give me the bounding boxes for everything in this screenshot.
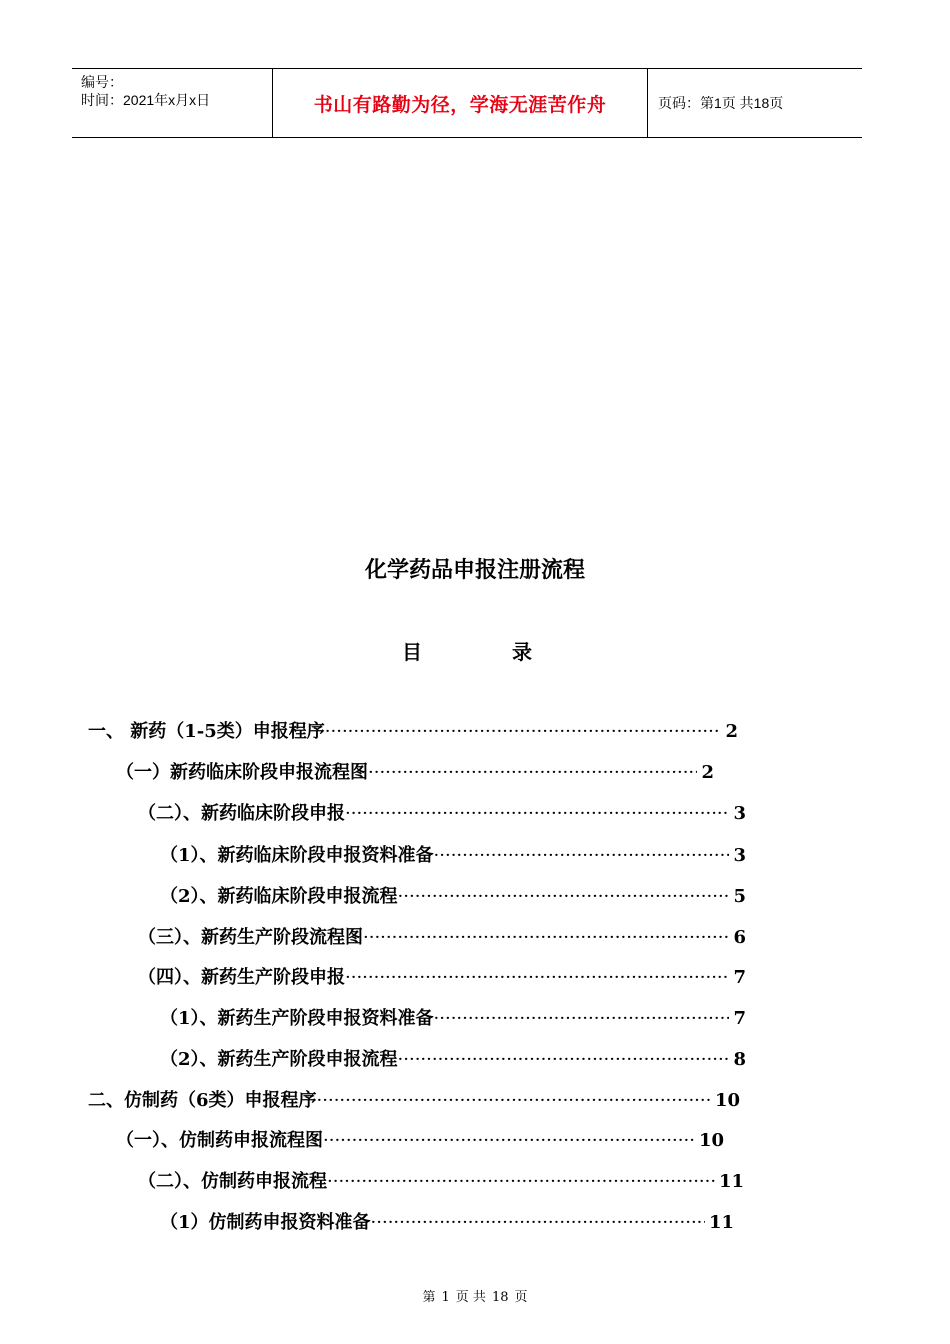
toc-entry[interactable]: 一、 新药（1-5类）申报程序 ····· 2 [88, 717, 738, 743]
toc-entry[interactable]: （四）、新药生产阶段申报 ····· 7 [138, 963, 746, 989]
toc-entry[interactable]: （一）、仿制药申报流程图 ····· 10 [116, 1126, 724, 1152]
header-meta-cell [72, 69, 273, 137]
motto-text: 书山有路勤为径，学海无涯苦作舟 [313, 93, 607, 116]
toc-entry[interactable]: （1）、新药临床阶段申报资料准备 ····· 3 [160, 841, 746, 867]
footer-current-page: 1 [441, 1290, 450, 1305]
header-motto-cell [273, 69, 648, 137]
toc-entry[interactable]: （二）、新药临床阶段申报 ····· 3 [138, 799, 746, 825]
toc-entry[interactable]: （2）、新药临床阶段申报流程 ····· 5 [160, 882, 746, 908]
toc-heading-left: 目 [402, 640, 422, 664]
toc-entry[interactable]: 二、仿制药（6类）申报程序 ····· 10 [88, 1086, 740, 1112]
footer-total-pages: 18 [491, 1290, 509, 1305]
header-page-cell [648, 69, 862, 137]
toc-heading-right: 录 [512, 640, 532, 664]
toc-entry[interactable]: （1）仿制药申报资料准备 ····· 11 [160, 1208, 734, 1234]
toc-entry[interactable]: （三）、新药生产阶段流程图 ····· 6 [138, 923, 746, 949]
footer-mid: 页 共 [455, 1290, 486, 1305]
document-title: 化学药品申报注册流程 [364, 557, 585, 583]
number-label: 编号： [81, 74, 123, 90]
footer-prefix: 第 [422, 1290, 436, 1305]
page-info: 页码：第1页 共18页 [658, 95, 784, 111]
toc-entry[interactable]: （二）、仿制药申报流程 ····· 11 [138, 1167, 744, 1193]
time-label: 时间：2021年x月x日 [81, 92, 211, 108]
page-header [72, 68, 862, 138]
toc-entry[interactable]: （2）、新药生产阶段申报流程 ····· 8 [160, 1045, 746, 1071]
footer-suffix: 页 [514, 1290, 528, 1305]
toc-entry[interactable]: （一）新药临床阶段申报流程图 ····· 2 [116, 758, 714, 784]
page-footer [0, 1286, 950, 1305]
toc-entry[interactable]: （1）、新药生产阶段申报资料准备 ····· 7 [160, 1004, 746, 1030]
